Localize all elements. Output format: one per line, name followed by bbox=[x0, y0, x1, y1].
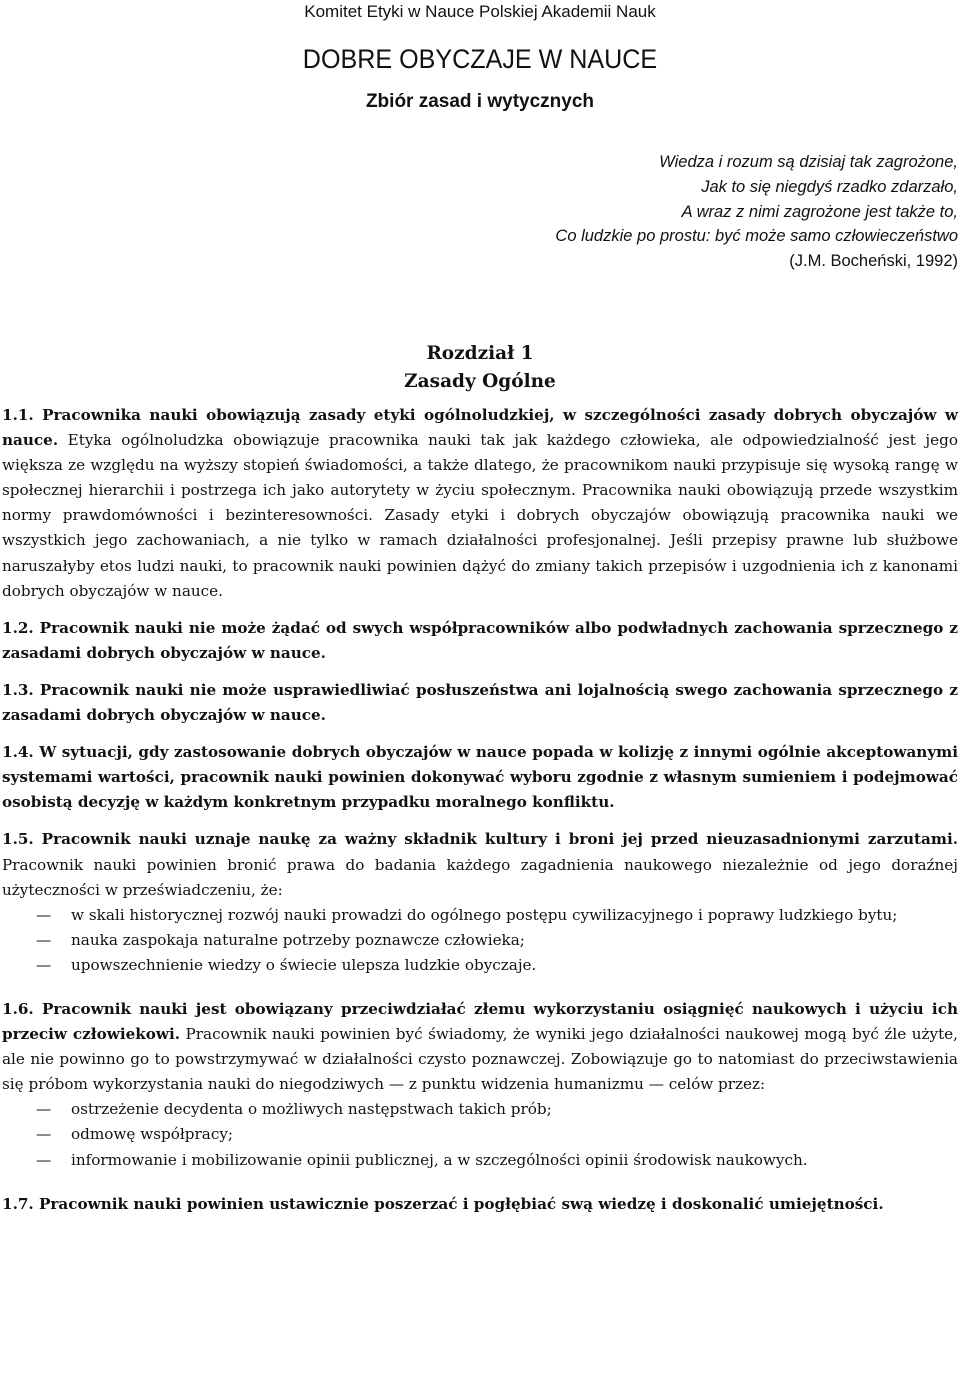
list-item: — nauka zaspokaja naturalne potrzeby poznawcze człowieka; bbox=[2, 928, 958, 953]
section-1-5 bbox=[2, 827, 958, 902]
section-heading: 1.5. Pracownik nauki uznaje naukę za ważny składnik kultury i broni jej przed nieuzasadnionymi zarzutami. bbox=[2, 830, 958, 849]
section-1-3 bbox=[2, 678, 958, 728]
epigraph-line: Co ludzkie po prostu: być może samo człowieczeństwo bbox=[555, 227, 958, 246]
list-item: — w skali historycznej rozwój nauki prowadzi do ogólnego postępu cywilizacyjnego i poprawy ludzkiego bytu; bbox=[2, 903, 958, 928]
section-1-7 bbox=[2, 1192, 958, 1217]
section-text: Etyka ogólnoludzka obowiązuje pracownika nauki tak jak każdego człowieka, ale odpowiedzialność jest jego większa ze względu na wyższy stopień świadomości, a także dlatego, że pracownikom nauki przypisuje się wysoką rangę w społecznej hierarchii i postrzega ich jako autorytety w życiu społecznym. Pracownika nauki obowiązują przede wszystkim normy prawdomówności i bezinteresowności. Zasady etyki i dobrych obyczajów obowiązują pracownika nauki we wszystkich jego zachowaniach, a nie tylko w ramach działalności profesjonalnej. Jeśli przepisy prawne lub służbowe naruszałyby etos ludzi nauki, to pracownik nauki powinien dążyć do zmiany takich przepisów i uzgodnienia ich z kanonami dobrych obyczajów w nauce. bbox=[2, 431, 958, 600]
document-title: DOBRE OBYCZAJE W NAUCE bbox=[302, 44, 658, 74]
epigraph-line: Jak to się niegdyś rzadko zdarzało, bbox=[701, 177, 958, 196]
section-text: Pracownik nauki powinien bronić prawa do badania każdego zagadnienia naukowego niezależnie od jego doraźnej użyteczności w przeświadczeniu, że: bbox=[2, 855, 958, 899]
section-heading: 1.1. Pracownika nauki obowiązują zasady etyki ogólnoludzkiej, w szczególności zasady dobrych obyczajów w nauce. bbox=[2, 406, 958, 450]
epigraph bbox=[358, 150, 958, 274]
section-heading: 1.3. Pracownik nauki nie może usprawiedliwiać posłuszeństwa ani lojalnością swego zachowania sprzecznego z zasadami dobrych obyczajów w nauce. bbox=[2, 680, 958, 725]
list-item: — ostrzeżenie decydenta o możliwych następstwach takich prób; bbox=[2, 1097, 958, 1122]
epigraph-attribution: (J.M. Bocheński, 1992) bbox=[789, 252, 958, 271]
section-heading: 1.4. W sytuacji, gdy zastosowanie dobrych obyczajów w nauce popada w kolizję z innymi ogólnie akceptowanymi systemami wartości, pracownik nauki powinien dokonywać wyboru zgodnie z własnym sumieniem i podejmować osobistą decyzję w każdym konkretnym przypadku moralnego konfliktu. bbox=[2, 743, 958, 812]
section-1-6 bbox=[2, 997, 958, 1097]
section-1-1 bbox=[2, 403, 958, 604]
epigraph-line: A wraz z nimi zagrożone jest także to, bbox=[681, 202, 958, 221]
chapter-title: Zasady Ogólne bbox=[404, 371, 556, 392]
list-item: — informowanie i mobilizowanie opinii publicznej, a w szczególności opinii środowisk naukowych. bbox=[2, 1148, 958, 1173]
chapter-heading bbox=[0, 340, 960, 396]
chapter-number: Rozdział 1 bbox=[426, 343, 534, 364]
section-1-2 bbox=[2, 616, 958, 666]
list-item: — odmowę współpracy; bbox=[2, 1122, 958, 1147]
document-subtitle: Zbiór zasad i wytycznych bbox=[365, 91, 595, 112]
epigraph-line: Wiedza i rozum są dzisiaj tak zagrożone, bbox=[659, 153, 958, 171]
section-1-5-list bbox=[2, 903, 958, 978]
document-body bbox=[2, 403, 958, 1217]
list-item: — upowszechnienie wiedzy o świecie ulepsza ludzkie obyczaje. bbox=[2, 953, 958, 978]
section-text: Pracownik nauki powinien być świadomy, że wyniki jego działalności naukowej mogą być źle użyte, ale nie powinno go to powstrzymywać w działalności czysto poznawczej. Zobowiązuje go to natomiast do przeciwstawienia się próbom wykorzystania nauki do niegodziwych — z punktu widzenia humanizmu — celów przez: bbox=[2, 1025, 958, 1094]
section-1-4 bbox=[2, 740, 958, 815]
committee-name: Komitet Etyki w Nauce Polskiej Akademii Nauk bbox=[304, 2, 656, 21]
section-1-6-list bbox=[2, 1097, 958, 1172]
section-heading: 1.2. Pracownik nauki nie może żądać od swych współpracowników albo podwładnych zachowania sprzecznego z zasadami dobrych obyczajów w nauce. bbox=[2, 618, 958, 662]
section-heading: 1.7. Pracownik nauki powinien ustawicznie poszerzać i pogłębiać swą wiedzę i doskonalić umiejętności. bbox=[2, 1194, 884, 1213]
section-heading: 1.6. Pracownik nauki jest obowiązany przeciwdziałać złemu wykorzystaniu osiągnięć naukowych i użyciu ich przeciw człowiekowi. bbox=[2, 999, 958, 1044]
